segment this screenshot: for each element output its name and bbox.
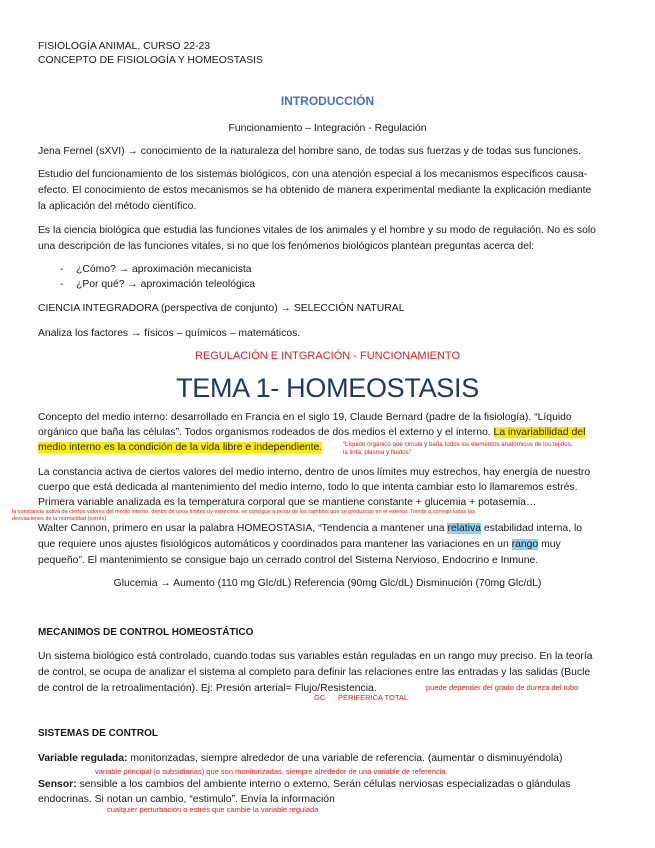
tema-p3-line3: pequeño”. El mantenimiento se consigue bajo un cerrado control del Sistema Nervioso, Endocrino e Inmune. (38, 555, 539, 566)
sensor-text: sensible a los cambios del ambiente interno o externo, Serán células nerviosas especializadas o glándulas (76, 779, 571, 790)
mecanismos-line3: de control de la retroalimentación). Ej: Presión arterial= Flujo/Resistencia. (38, 683, 377, 694)
intro-paragraph-4: CIENCIA INTEGRADORA (perspectiva de conjunto) → SELECCIÓN NATURAL (38, 303, 405, 314)
intro-paragraph-1: Jena Fernel (sXVI) → conocimiento de la naturaleza del hombre sano, de todas sus fuerzas y de todas sus funciones. (38, 146, 581, 157)
tema-p1-line2-text: orgánico que baña las células”. Todos organismos rodeados de dos medios el externo y el interno. (38, 427, 494, 438)
intro-paragraph-2-line2: efecto. El conocimiento de estos mecanismos se ha obtenido de manera experimental mediante la explicación mediante (38, 185, 592, 196)
sensor-line1 (38, 778, 571, 792)
intro-paragraph-2-line1: Estudio del funcionamiento de los sistemas biológicos, con una atención especial a los mecanismos específicos causa- (38, 169, 588, 180)
tema-p3-line1-text: estabilidad interna, lo (480, 523, 583, 534)
variable-regulada-label: Variable regulada: (38, 753, 128, 764)
bullet-dash-icon: - (60, 264, 64, 275)
bullet-dash-icon: - (60, 279, 64, 290)
annotation-note-5: cualquier perturbación o estrés que cambie la variable regulada (107, 805, 319, 814)
sensor-line2: endocrinas. Si notan un cambio, “estimulo”. Envía la información (38, 794, 335, 805)
intro-paragraph-3-line1: Es la ciencia biológica que estudia las funciones vitales de los animales y el hombre y su modo de regulación. No es solo (38, 225, 596, 236)
tema-p2-line1: La constancia activa de ciertos valores del medio interno, dentro de unos límites muy estrechos, hay energía de nuestro (38, 467, 591, 478)
annotation-note-1-line2: la linfa, plasma y fluidos” (343, 449, 411, 456)
document-header-line2: CONCEPTO DE FISIOLOGÍA Y HOMEOSTASIS (38, 55, 263, 66)
mecanismos-title: MECANIMOS DE CONTROL HOMEOSTÁTICO (38, 627, 254, 638)
intro-paragraph-2-line3: la aplicación del método científico. (38, 201, 197, 212)
glucemia-line: Glucemia → Aumento (110 mg Glc/dL) Referencia (90mg Glc/dL) Disminución (70mg Glc/dL) (113, 578, 542, 589)
annotation-note-1-line1: “Líquido orgánico que circula y baña todos los elementos anatómicos de los tejidos, (343, 441, 573, 448)
highlight-yellow: medio interno es la condición de la vida libre e independiente. (38, 442, 323, 453)
tema-p3-line1 (38, 522, 582, 536)
annotation-note-4: variable principal (o subsidiarias) que son monitorizadas, siempre alrededor de una variable de referencia. (95, 767, 448, 776)
intro-paragraph-5: Analiza los factores → físicos – químicos – matemáticos. (38, 328, 301, 339)
highlight-yellow: La invariabilidad del (493, 427, 586, 438)
bullet-item-2: ¿Por qué? → aproximación teleológica (76, 279, 256, 290)
mecanismos-line2: de control, se ocupa de analizar el sistema al completo para definir las relaciones entre las entradas y las salidas (Bucle (38, 667, 591, 678)
variable-regulada-text: monitorizadas, siempre alrededor de una variable de referencia. (aumentar o disminuyéndola) (127, 753, 563, 764)
annotation-note-3: puede depender del grado de dureza del tubo (426, 683, 579, 692)
intro-title: INTRODUCCIÓN (280, 94, 375, 108)
tema-p2-line2: cuerpo que está dedicada al mantenimiento del medio interno, todo lo que intenta cambiar esto lo llamaremos estrés. (38, 482, 578, 493)
highlight-blue: relativa (447, 523, 481, 534)
tema-p3-line2 (38, 538, 561, 552)
annotation-note-2-line1: la constancia activa de ciertos valores del medio interno, dentro de unos límites uy estrechos, se consigue a pesar de los cambios que se produzcan en el exterior. Tiende a corregir todas las (12, 509, 475, 515)
annotation-note-2-line2: desviaciones de la normalidad (estrés). (12, 516, 108, 522)
tema-p1-line2 (38, 426, 585, 440)
variable-regulada-line (38, 752, 562, 766)
tema-p2-line3: Primera variable analizada es la temperatura corporal que se mantiene constante + glucemia + potasemia… (38, 497, 537, 508)
bullet-item-1: ¿Cómo? → aproximación mecanicista (76, 264, 252, 275)
tema-title: TEMA 1- HOMEOSTASIS (176, 373, 479, 403)
highlight-blue: rango (511, 539, 539, 550)
tema-p1-line3 (38, 441, 322, 455)
tema-p3-line2-text: que requiere unos ajustes fisiológicos automáticos y coordinados para mantener las variaciones en un (38, 539, 512, 550)
red-section-heading: REGULACIÓN E INTGRACIÓN - FUNCIONAMIENTO (194, 350, 461, 362)
document-header-line1: FISIOLOGÍA ANIMAL. CURSO 22-23 (38, 41, 211, 52)
annotation-note-gc: GC (314, 693, 326, 702)
mecanismos-line1: Un sistema biológico está controlado, cuando todas sus variables están reguladas en un rango muy preciso. En la teoría (38, 651, 593, 662)
tema-p3-line2-text: muy (538, 539, 561, 550)
tema-p3-line1-text: Walter Cannon, primero en usar la palabra HOMEOSTASIA, “Tendencia a mantener una (38, 523, 448, 534)
sistemas-title: SISTEMAS DE CONTROL (38, 728, 159, 739)
annotation-note-periferica: PERIFERICA TOTAL (338, 693, 409, 702)
intro-subtitle: Funcionamiento – Integración - Regulación (228, 123, 427, 134)
sensor-label: Sensor: (38, 779, 77, 790)
intro-paragraph-3-line2: una descripción de las funciones vitales, si no que los fenómenos biológicos plantean preguntas acerca del: (38, 241, 535, 252)
tema-p1-line1: Concepto del medio interno: desarrollado en Francia en el siglo 19, Claude Bernard (padre de la fisiología). “Líquido (38, 412, 572, 423)
